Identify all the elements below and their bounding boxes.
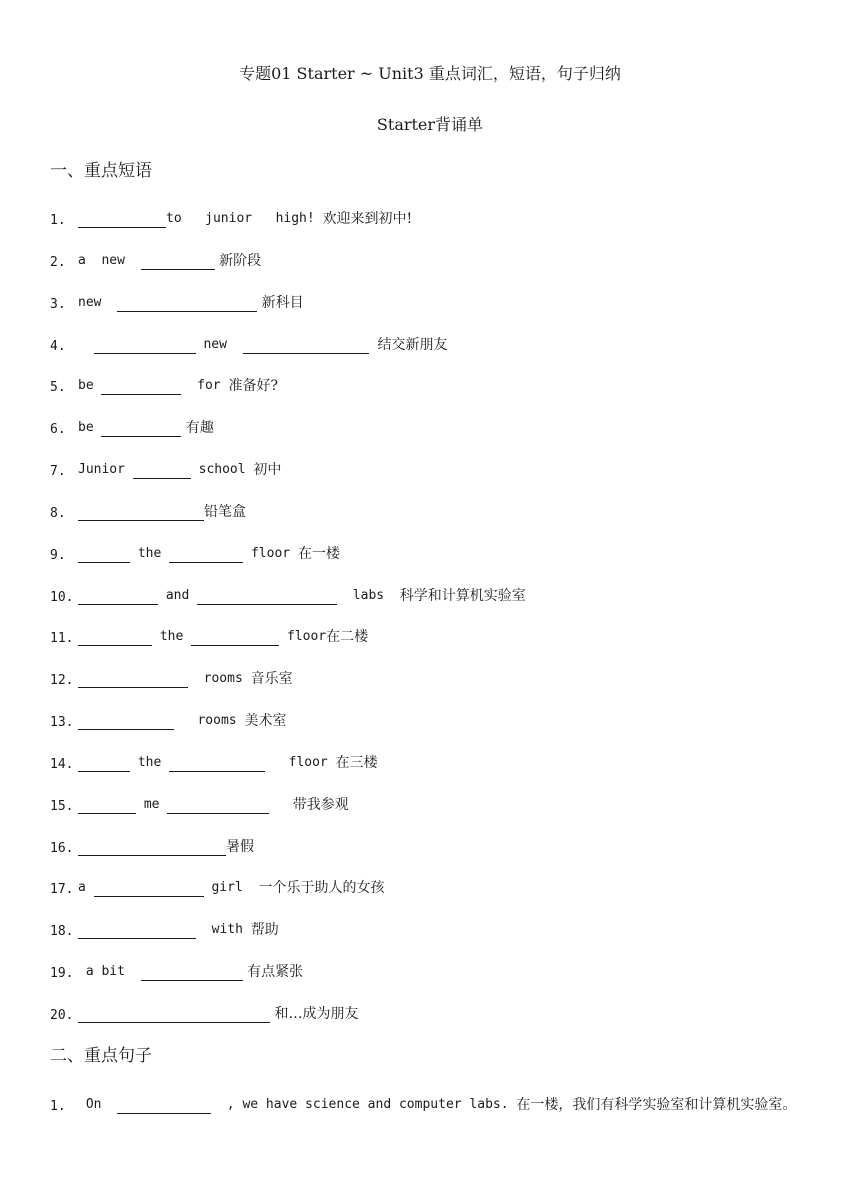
english-text: rooms (174, 713, 245, 729)
phrase-item (50, 834, 254, 856)
answer-blank[interactable] (78, 630, 152, 646)
item-number: 16. (50, 840, 74, 856)
answer-blank[interactable] (94, 881, 204, 897)
answer-blank[interactable] (133, 463, 191, 479)
answer-blank[interactable] (243, 338, 369, 354)
english-text: On (78, 1097, 118, 1112)
english-text: me (136, 796, 168, 812)
english-text: labs (337, 587, 400, 603)
item-number: 1. (50, 1099, 66, 1114)
chinese-meaning: 铅笔盒 (204, 503, 246, 520)
english-text: be (78, 378, 102, 394)
chinese-meaning: 和…成为朋友 (270, 1005, 359, 1022)
item-number: 5. (50, 380, 66, 396)
item-number: 1. (50, 213, 66, 228)
phrase-item (50, 583, 526, 605)
item-number: 14. (50, 756, 74, 772)
answer-blank[interactable] (78, 505, 204, 521)
answer-blank[interactable] (78, 840, 226, 856)
chinese-meaning: 有点紧张 (242, 964, 304, 981)
english-text: , we have science and computer labs. (211, 1097, 517, 1112)
answer-blank[interactable] (167, 798, 269, 814)
item-number: 4. (50, 338, 66, 354)
english-text: floor (243, 545, 298, 561)
answer-blank[interactable] (94, 338, 196, 354)
english-text: to junior high! (166, 211, 323, 226)
phrase-item (50, 875, 384, 897)
item-number: 8. (50, 505, 66, 521)
phrase-item (50, 666, 293, 688)
phrase-item (50, 792, 349, 814)
item-number: 13. (50, 715, 74, 731)
phrase-item (50, 708, 286, 730)
chinese-meaning: 在三楼 (335, 754, 378, 771)
phrase-item (50, 499, 246, 521)
phrase-item (50, 332, 448, 354)
item-number: 9. (50, 547, 66, 563)
item-number: 20. (50, 1007, 74, 1023)
chinese-meaning: 在一楼，我们有科学实验室和计算机实验室。 (516, 1097, 797, 1113)
answer-blank[interactable] (78, 923, 196, 939)
answer-blank[interactable] (78, 798, 136, 814)
phrase-item (50, 373, 278, 395)
sentence-item (50, 1092, 796, 1114)
answer-blank[interactable] (78, 672, 188, 688)
chinese-meaning: 暑假 (226, 838, 254, 855)
chinese-meaning: 新阶段 (214, 252, 262, 269)
phrase-item (50, 750, 378, 772)
chinese-meaning: 在二楼 (326, 629, 369, 646)
item-number: 11. (50, 631, 74, 647)
answer-blank[interactable] (78, 547, 130, 563)
chinese-meaning: 准备好? (228, 378, 278, 395)
item-number: 19. (50, 966, 74, 982)
answer-blank[interactable] (117, 296, 257, 312)
english-text: girl (203, 880, 259, 896)
phrase-item (50, 624, 368, 646)
english-text: a bit (78, 964, 141, 980)
chinese-meaning: 音乐室 (250, 671, 293, 688)
english-text (269, 796, 292, 814)
chinese-meaning: 科学和计算机实验室 (399, 587, 526, 604)
section-heading-phrases: 一、重点短语 (50, 161, 152, 181)
document-subtitle: Starter背诵单 (376, 115, 484, 134)
phrase-item (50, 457, 281, 479)
phrase-item (50, 541, 340, 563)
english-text: Junior (78, 462, 133, 478)
english-text: the (130, 754, 170, 770)
english-text: floor (279, 629, 327, 645)
english-text: the (152, 629, 192, 645)
answer-blank[interactable] (101, 379, 181, 395)
answer-blank[interactable] (141, 965, 243, 981)
english-text: a new (78, 252, 141, 268)
phrase-item (50, 1001, 358, 1023)
phrase-item (50, 415, 214, 437)
english-text (78, 336, 94, 354)
phrase-item (50, 248, 261, 270)
item-number: 10. (50, 589, 74, 605)
phrase-item (50, 206, 412, 228)
english-text: rooms (188, 671, 251, 687)
item-number: 2. (50, 254, 66, 270)
answer-blank[interactable] (78, 756, 130, 772)
chinese-meaning: 帮助 (250, 922, 279, 939)
english-text: a (78, 880, 94, 896)
document-title: 专题01 Starter ~ Unit3 重点词汇，短语，句子归纳 (239, 64, 621, 83)
item-number: 3. (50, 296, 66, 312)
item-number: 12. (50, 673, 74, 689)
phrase-item (50, 959, 303, 981)
item-number: 18. (50, 924, 74, 940)
answer-blank[interactable] (191, 630, 279, 646)
answer-blank[interactable] (78, 589, 158, 605)
chinese-meaning: 有趣 (181, 420, 214, 437)
answer-blank[interactable] (78, 1007, 270, 1023)
phrase-item (50, 290, 304, 312)
answer-blank[interactable] (141, 254, 215, 270)
phrase-item (50, 917, 279, 939)
english-text: new (195, 336, 243, 352)
chinese-meaning: 一个乐于助人的女孩 (258, 880, 385, 897)
chinese-meaning: 结交新朋友 (368, 336, 448, 353)
english-text: be (78, 420, 102, 436)
english-text: for (181, 378, 229, 394)
answer-blank[interactable] (101, 421, 181, 437)
answer-blank[interactable] (169, 547, 243, 563)
answer-blank[interactable] (197, 589, 337, 605)
item-number: 6. (50, 422, 66, 438)
chinese-meaning: 美术室 (244, 713, 287, 730)
chinese-meaning: 在一楼 (297, 545, 340, 562)
answer-blank[interactable] (117, 1098, 211, 1114)
english-text: school (190, 462, 254, 478)
answer-blank[interactable] (78, 212, 166, 228)
answer-blank[interactable] (169, 756, 265, 772)
item-number: 17. (50, 882, 74, 898)
item-number: 7. (50, 464, 66, 480)
chinese-meaning: 欢迎来到初中! (322, 211, 413, 227)
english-text: the (130, 545, 170, 561)
english-text: with (196, 922, 251, 938)
item-number: 15. (50, 798, 74, 814)
section-heading-sentences: 二、重点句子 (50, 1046, 152, 1066)
english-text: and (158, 587, 198, 603)
chinese-meaning: 初中 (253, 462, 282, 479)
english-text: floor (265, 754, 336, 770)
chinese-meaning: 新科目 (257, 294, 304, 311)
answer-blank[interactable] (78, 714, 174, 730)
chinese-meaning: 带我参观 (292, 796, 349, 813)
english-text: new (78, 294, 118, 310)
